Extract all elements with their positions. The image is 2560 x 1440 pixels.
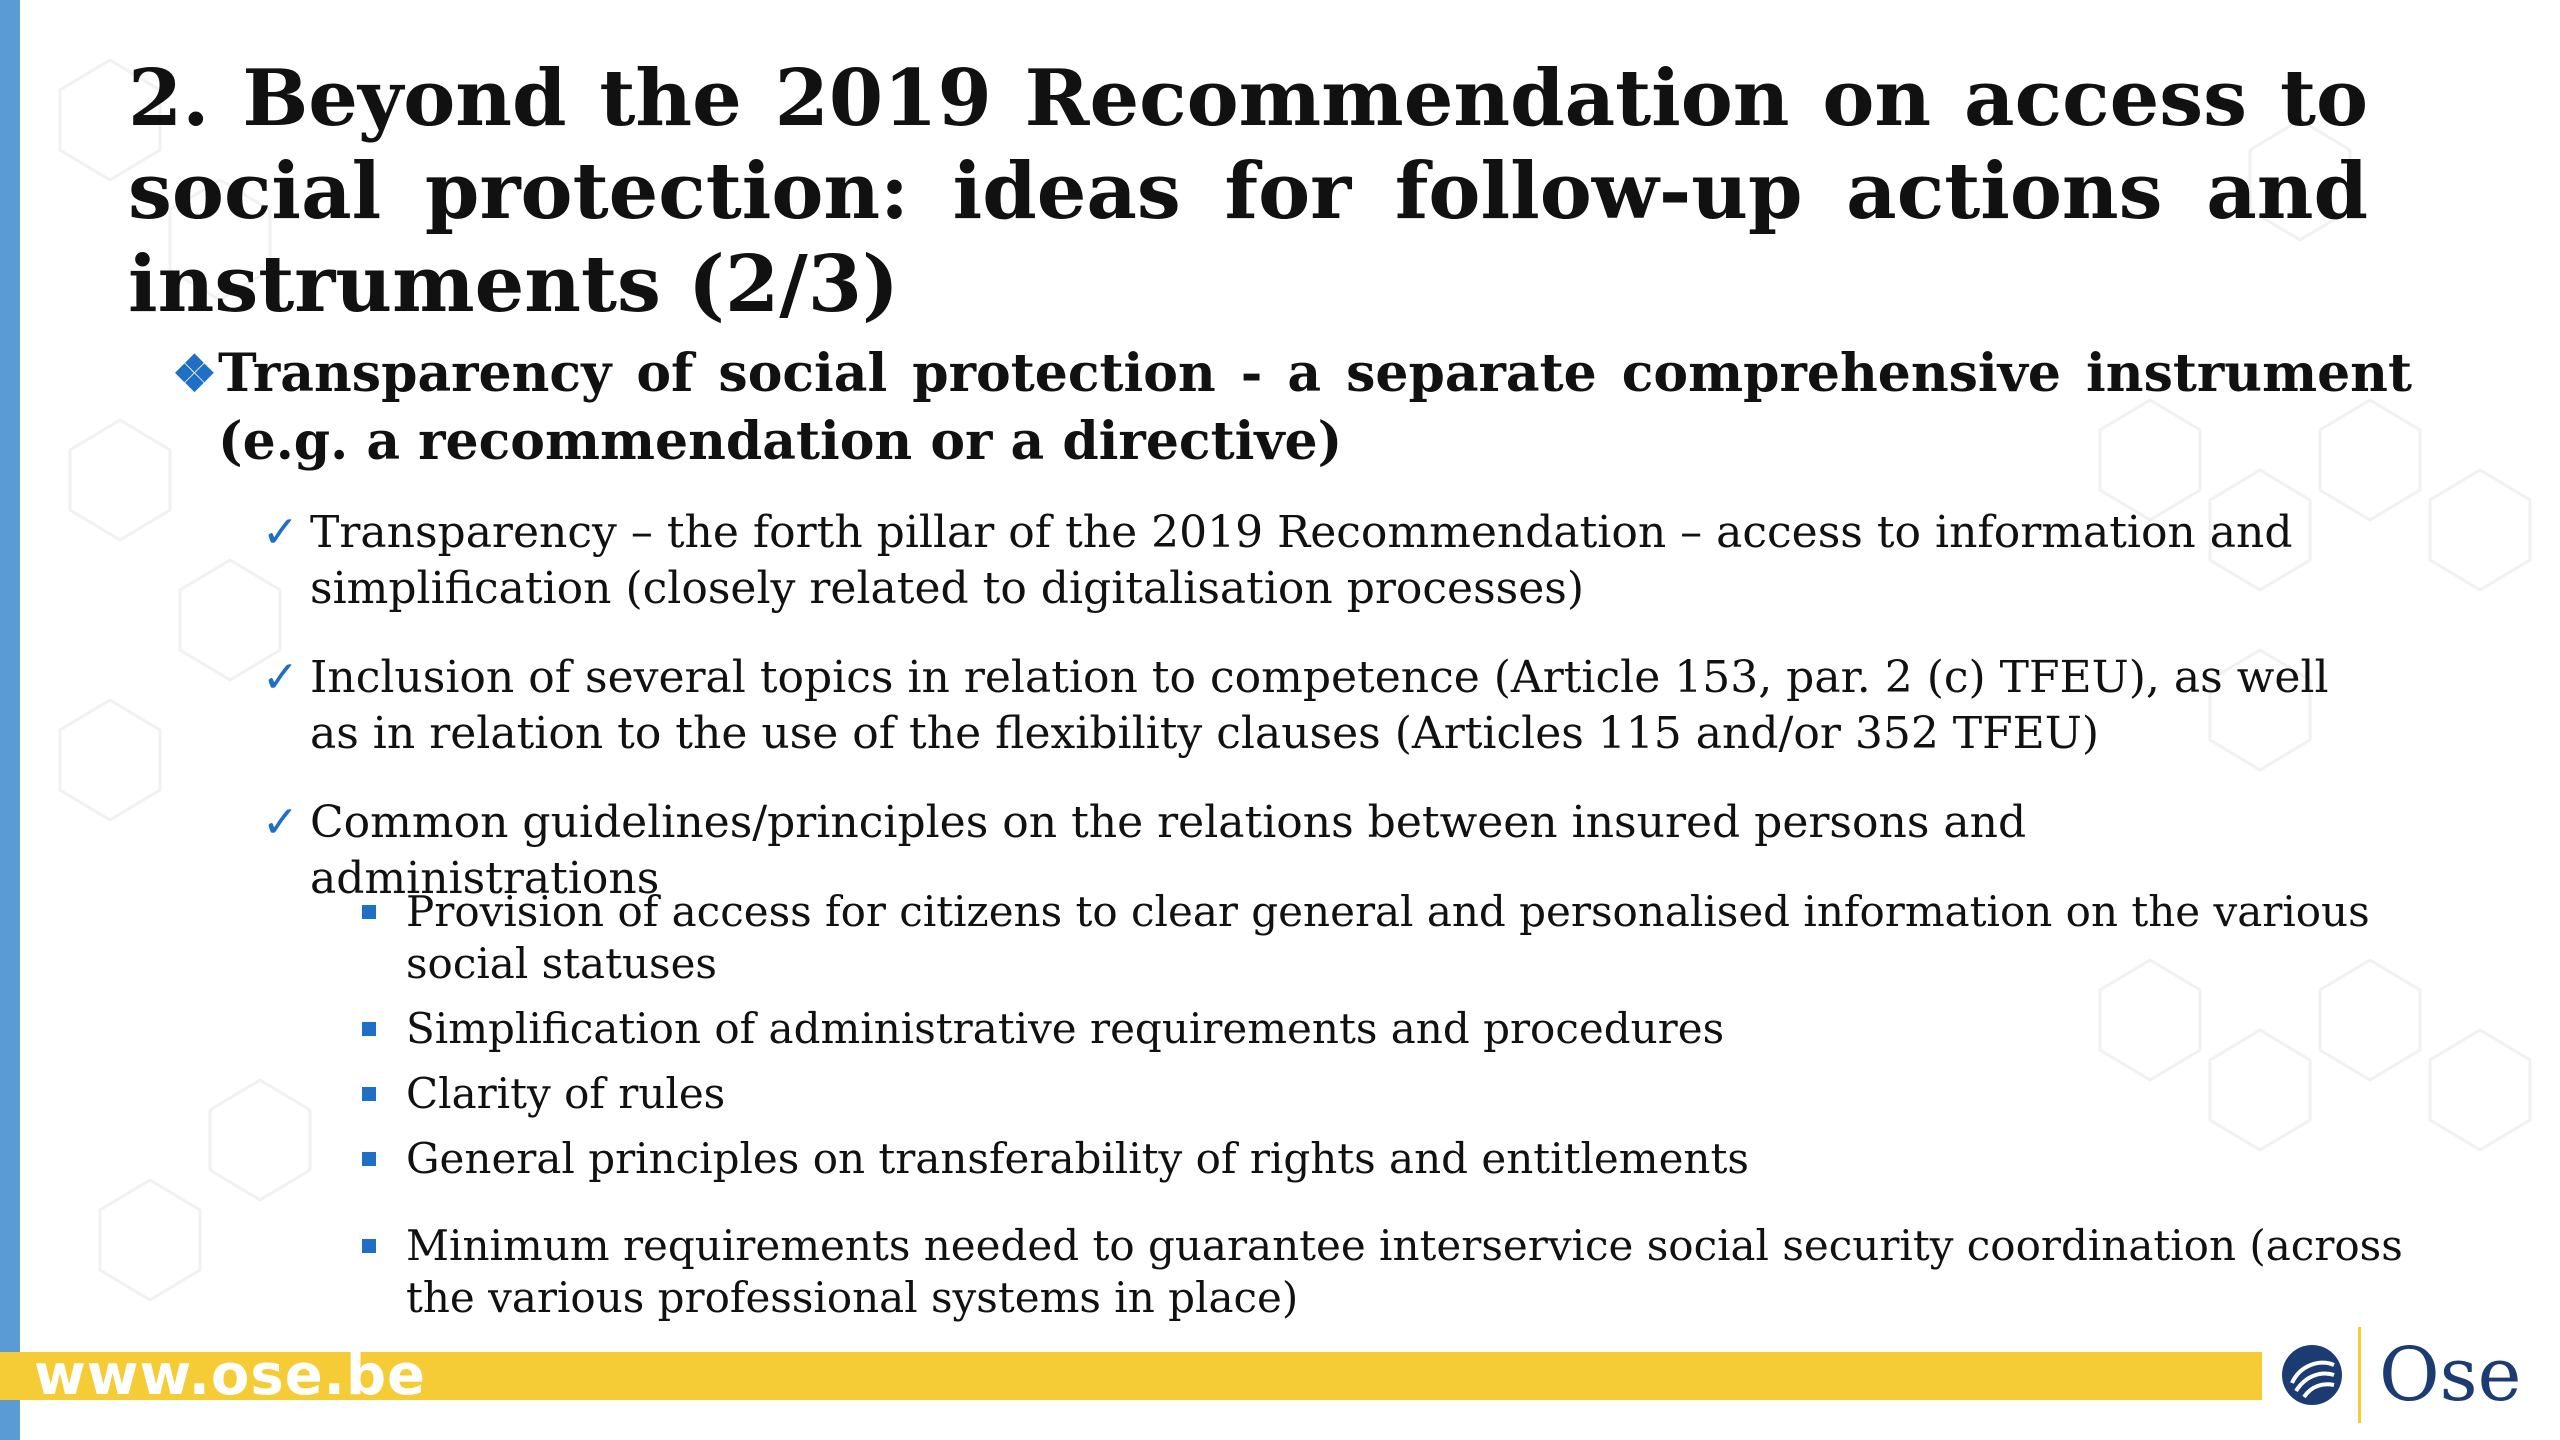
sub-list-item <box>358 1068 2418 1120</box>
sub-item-text: Clarity of rules <box>406 1069 726 1118</box>
ose-logo <box>2280 1320 2550 1430</box>
check-item <box>262 505 2372 617</box>
logo-divider <box>2358 1327 2361 1423</box>
check-item-text: Inclusion of several topics in relation to competence (Article 153, par. 2 (c) TFEU), as well as in relation to the use of the flexibility clauses (Articles 115 and/or 352 TFEU) <box>310 652 2329 759</box>
main-point-text: Transparency of social protection - a separate comprehensive instrument (e.g. a recommendation or a directive) <box>218 343 2412 472</box>
checkmark-icon: ✓ <box>262 652 299 703</box>
square-bullet-icon <box>358 886 406 938</box>
check-item-text: Transparency – the forth pillar of the 2019 Recommendation – access to information and simplification (closely related to digitalisation processes) <box>310 507 2293 614</box>
square-bullet-icon <box>358 1220 406 1272</box>
sub-item-text: General principles on transferability of rights and entitlements <box>406 1134 1749 1183</box>
square-bullet-icon <box>358 1068 406 1120</box>
check-item-text: Common guidelines/principles on the relations between insured persons and administrations <box>310 797 2027 904</box>
sub-item-text: Provision of access for citizens to clear general and personalised information on the various social statuses <box>406 887 2370 988</box>
main-point <box>172 340 2412 476</box>
sub-list-item <box>358 1133 2418 1185</box>
checkmark-icon: ✓ <box>262 797 299 848</box>
logo-wordmark: Ose <box>2379 1332 2522 1418</box>
sub-list-item <box>358 886 2418 990</box>
square-bullet-icon <box>358 1133 406 1185</box>
sub-list-item <box>358 1003 2418 1055</box>
ose-logo-mark <box>2280 1343 2344 1407</box>
footer-url[interactable]: www.ose.be <box>34 1343 427 1408</box>
checkmark-icon: ✓ <box>262 507 299 558</box>
sub-list-item <box>358 1220 2418 1324</box>
sub-item-text: Simplification of administrative requirements and procedures <box>406 1004 1725 1053</box>
check-item <box>262 650 2372 762</box>
sub-item-text: Minimum requirements needed to guarantee interservice social security coordination (across the various professional systems in place) <box>406 1221 2403 1322</box>
square-bullet-icon <box>358 1003 406 1055</box>
four-diamond-icon: ❖ <box>172 344 217 403</box>
slide-title: 2. Beyond the 2019 Recommendation on access to social protection: ideas for follow-up actions and instruments (2/3) <box>128 53 2368 330</box>
